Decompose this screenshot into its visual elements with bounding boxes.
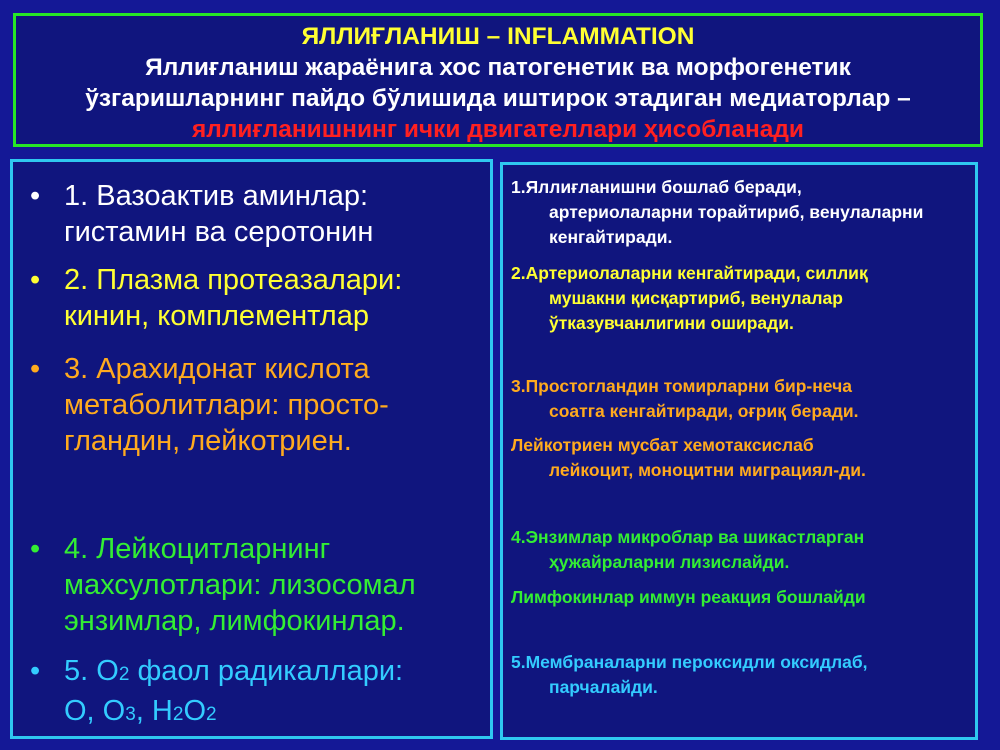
effect-item-first-line: 2.Артериолаларни кенгайтиради, силлиқ bbox=[511, 263, 868, 283]
effect-item-rest: ҳужайраларни лизислайди. bbox=[549, 552, 790, 572]
list-item bbox=[30, 653, 484, 733]
title-line-4: яллиғланишнинг ички двигателлари ҳисобланади bbox=[192, 116, 804, 143]
effect-item bbox=[511, 585, 973, 610]
effect-item-rest: артериолаларни торайтириб, венулаларни кенгайтиради. bbox=[549, 202, 924, 247]
formula-line-2: O, O3, H2O2 bbox=[64, 695, 217, 727]
list-item-text bbox=[64, 653, 484, 733]
title-line-1: ЯЛЛИҒЛАНИШ – INFLAMMATION bbox=[301, 23, 695, 50]
bullet-icon: • bbox=[30, 533, 41, 565]
bullet-icon: • bbox=[30, 180, 41, 212]
title-box bbox=[13, 13, 983, 147]
effect-item bbox=[511, 261, 973, 336]
mediators-list-panel bbox=[10, 159, 493, 739]
effect-item-first-line: Лимфокинлар иммун реакция бошлайди bbox=[511, 587, 866, 607]
bullet-icon: • bbox=[30, 655, 41, 687]
title-line-3: ўзгаришларнинг пайдо бўлишида иштирок этадиган медиаторлар – bbox=[85, 85, 911, 112]
effect-item-rest: мушакни қисқартириб, венулалар ўтказувчанлигини оширади. bbox=[549, 288, 843, 333]
list-item-text: 3. Арахидонат кислота метаболитлари: просто-гландин, лейкотриен. bbox=[64, 353, 389, 457]
title-line-2: Яллиғланиш жараёнига хос патогенетик ва морфогенетик bbox=[145, 54, 851, 81]
effect-item-first-line: Лейкотриен мусбат хемотаксислаб bbox=[511, 435, 814, 455]
bullet-icon: • bbox=[30, 264, 41, 296]
bullet-icon: • bbox=[30, 353, 41, 385]
effect-item bbox=[511, 175, 973, 250]
formula-line-1: 5. O2 фаол радикаллари: bbox=[64, 655, 404, 687]
effect-item-first-line: 5.Мембраналарни пероксидли оксидлаб, bbox=[511, 652, 868, 672]
list-item bbox=[30, 178, 484, 250]
list-item bbox=[30, 531, 484, 639]
effect-item-rest: лейкоцит, моноцитни миграциял-ди. bbox=[549, 460, 866, 480]
effect-item bbox=[511, 433, 973, 483]
effect-item-first-line: 1.Яллиғланишни бошлаб беради, bbox=[511, 177, 802, 197]
effect-item bbox=[511, 650, 973, 700]
effect-item-rest: соатга кенгайтиради, оғриқ беради. bbox=[549, 401, 859, 421]
list-item bbox=[30, 262, 484, 334]
effect-item-first-line: 3.Простогландин томирларни бир-неча bbox=[511, 376, 852, 396]
effect-item bbox=[511, 374, 973, 424]
effect-item-first-line: 4.Энзимлар микроблар ва шикастларган bbox=[511, 527, 865, 547]
list-item-text: 1. Вазоактив аминлар: гистамин ва серотонин bbox=[64, 180, 374, 248]
list-item bbox=[30, 351, 484, 459]
list-item-text: 2. Плазма протеазалари: кинин, комплементлар bbox=[64, 264, 403, 332]
effect-item-rest: парчалайди. bbox=[549, 677, 658, 697]
effect-item bbox=[511, 525, 973, 575]
list-item-text: 4. Лейкоцитларнинг махсулотлари: лизосомал энзимлар, лимфокинлар. bbox=[64, 533, 416, 637]
mediator-effects-panel bbox=[500, 162, 978, 740]
